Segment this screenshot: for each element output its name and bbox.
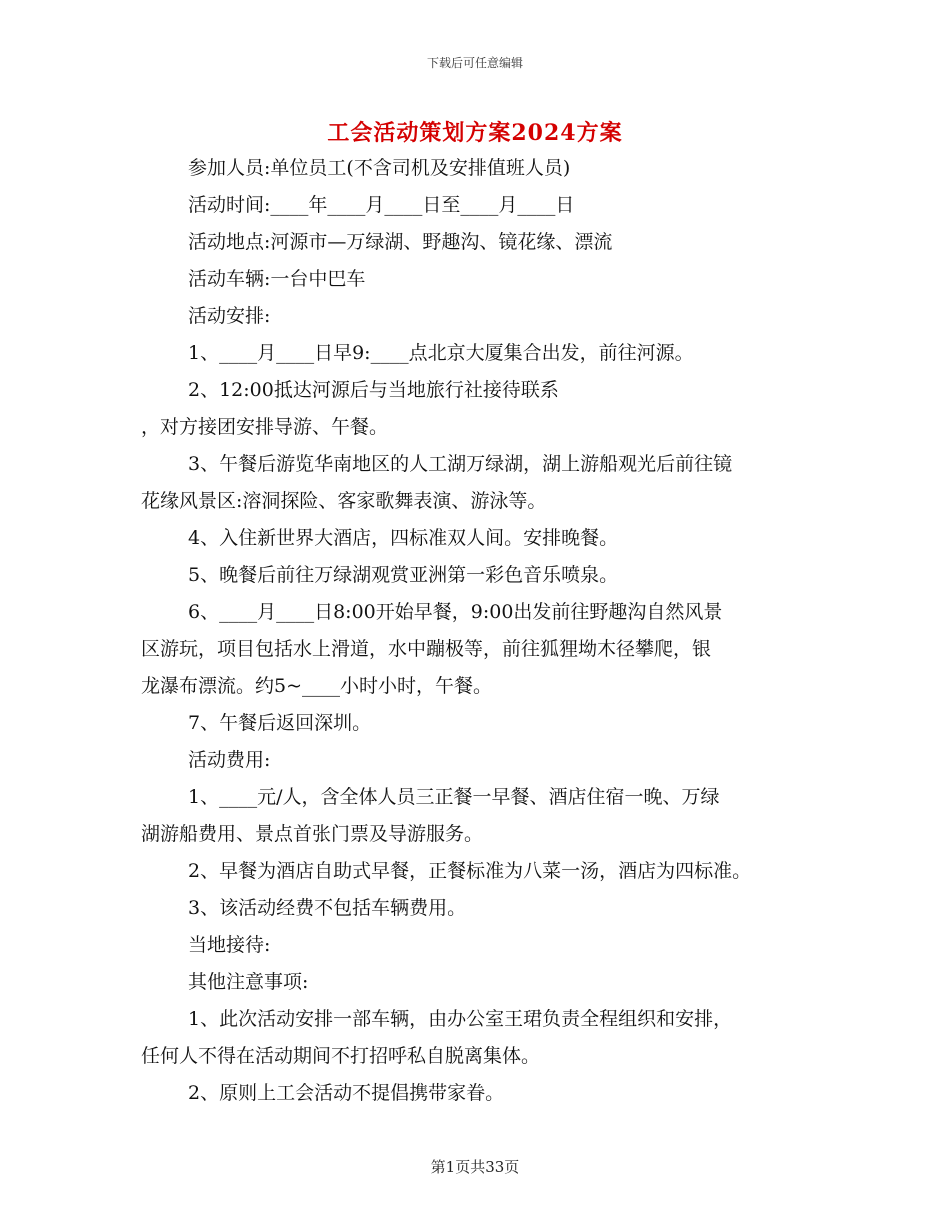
paragraph-line: 活动安排:	[188, 305, 271, 327]
paragraph-line: 4、入住新世界大酒店，四标准双人间。安排晚餐。	[188, 527, 619, 549]
paragraph-line: ，对方接团安排导游、午餐。	[141, 416, 389, 438]
paragraph-line: 1、____元/人，含全体人员三正餐一早餐、酒店住宿一晚、万绿	[188, 786, 720, 808]
paragraph-line: 3、午餐后游览华南地区的人工湖万绿湖，湖上游船观光后前往镜	[188, 453, 733, 475]
paragraph-line: 活动车辆:一台中巴车	[188, 268, 366, 290]
header-note: 下载后可任意编辑	[426, 56, 523, 70]
paragraph-line: 活动费用:	[188, 749, 271, 771]
paragraph-line: 活动地点:河源市—万绿湖、野趣沟、镜花缘、漂流	[188, 231, 613, 253]
paragraph-line: 当地接待:	[188, 934, 271, 956]
paragraph-line: 龙瀑布漂流。约5~____小时小时，午餐。	[141, 675, 493, 697]
page-number-footer: 第1页共33页	[430, 1158, 520, 1176]
paragraph-line: 2、原则上工会活动不提倡携带家眷。	[188, 1082, 505, 1104]
paragraph-line: 5、晚餐后前往万绿湖观赏亚洲第一彩色音乐喷泉。	[188, 564, 619, 586]
paragraph-line: 湖游船费用、景点首张门票及导游服务。	[141, 823, 484, 845]
paragraph-line: 1、此次活动安排一部车辆，由办公室王珺负责全程组织和安排，	[188, 1008, 733, 1030]
paragraph-line: 2、12:00抵达河源后与当地旅行社接待联系	[188, 379, 559, 401]
paragraph-line: 其他注意事项:	[188, 971, 309, 993]
paragraph-line: 6、____月____日8:00开始早餐，9:00出发前往野趣沟自然风景	[188, 601, 723, 623]
paragraph-line: 花缘风景区:溶洞探险、客家歌舞表演、游泳等。	[141, 490, 547, 512]
paragraph-line: 任何人不得在活动期间不打招呼私自脱离集体。	[141, 1045, 541, 1067]
paragraph-line: 7、午餐后返回深圳。	[188, 712, 372, 734]
paragraph-line: 活动时间:____年____月____日至____月____日	[188, 194, 575, 216]
paragraph-line: 参加人员:单位员工(不含司机及安排值班人员)	[188, 157, 571, 179]
paragraph-line: 2、早餐为酒店自助式早餐，正餐标准为八菜一汤，酒店为四标准。	[188, 860, 752, 882]
document-title: 工会活动策划方案2024方案	[327, 120, 623, 146]
paragraph-line: 1、____月____日早9:____点北京大厦集合出发，前往河源。	[188, 342, 694, 364]
paragraph-line: 3、该活动经费不包括车辆费用。	[188, 897, 467, 919]
paragraph-line: 区游玩，项目包括水上滑道，水中蹦极等，前往狐狸坳木径攀爬，银	[141, 638, 712, 660]
